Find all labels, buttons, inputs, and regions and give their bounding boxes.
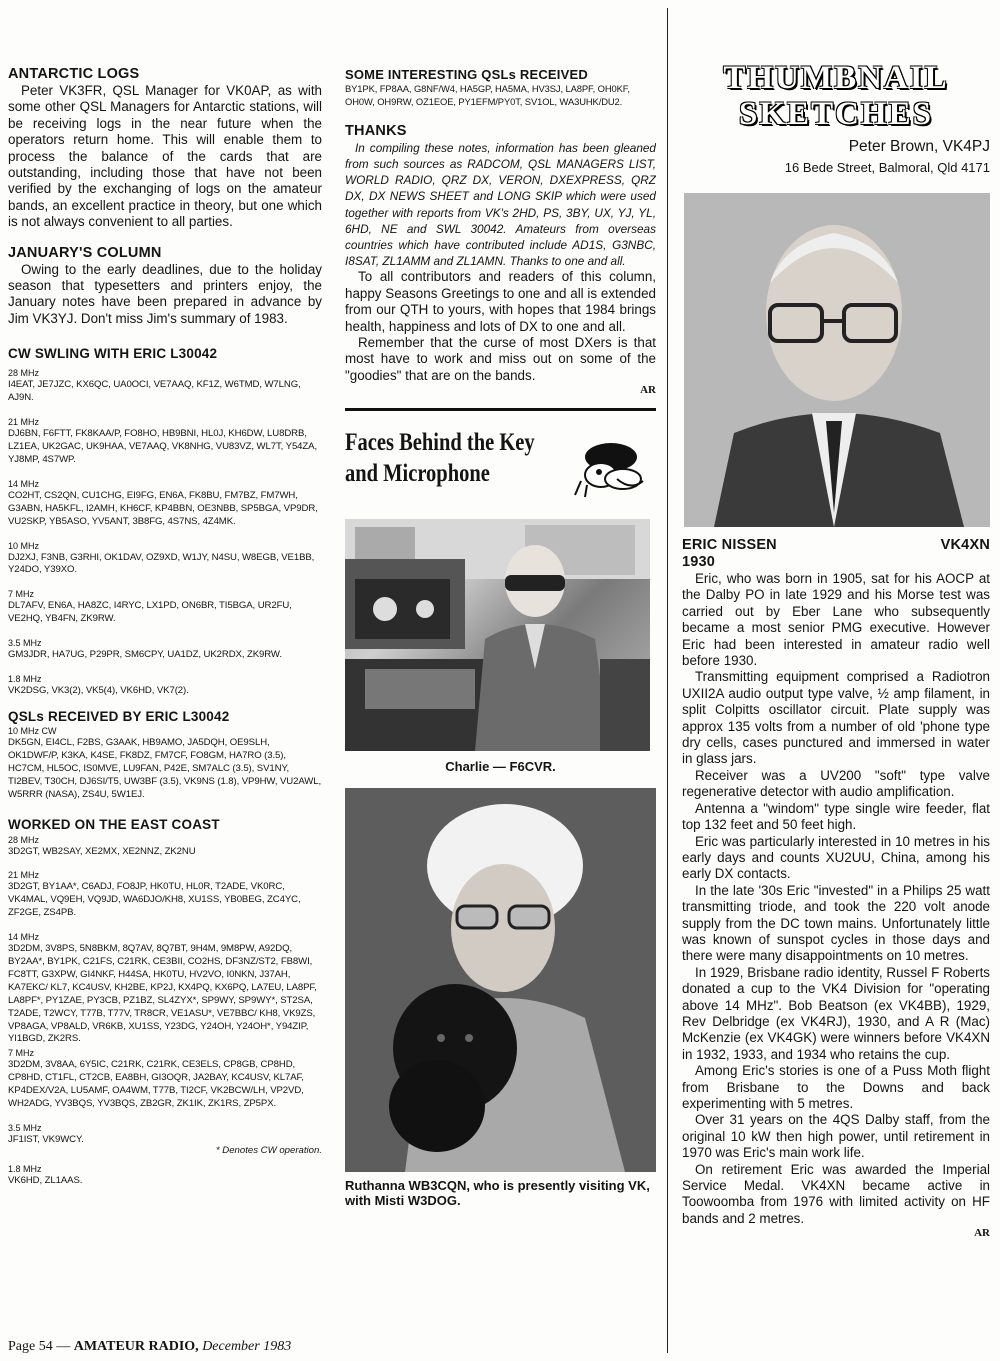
antarctic-logs-text: Peter VK3FR, QSL Manager for VK0AP, as with some other QSL Managers for Antarctic stations, will be receiving logs in the near future when the operators return home. This will enable them to process the balance of the cards that are outstanding, including those that have not been verified by the exchanging of logs on the amateur bands, an excellent practice in theory, but one which is not always convenient to all parties. xyxy=(8,83,322,230)
cw-swling-list xyxy=(8,368,322,698)
footnote: * Denotes CW operation. xyxy=(215,1144,322,1156)
thanks-sources: In compiling these notes, information has been gleaned from such sources as RADCOM, QSL MANAGERS LIST, WORLD RADIO, QRZ DX, VERON, DXEXPRESS, QRZ DX, DX NEWS SHEET and LONG SKIP which were used together with reports from VK's 2HD, PS, 3BY, UX, YJ, YL, 6HD, NE and SWL 30042. Amateurs from overseas countries which have contributed include AD1S, G3NBC, I8SAT, ZL1AMM and ZL1AMN. Thanks to one and all. xyxy=(345,140,656,269)
band-label: 21 MHz xyxy=(8,870,40,881)
column-rule xyxy=(667,8,668,1353)
callsign-list: 3D2DM, 3V8AA, 6Y5IC, C21RK, C21RK, CE3ELS, CP8GB, CP8HD, CP8HD, CT1FL, CT2CB, EA8BH, GI3OQR, JA2BAY, KC4USV, KL7AF, KP4DEX/V2A, LU5AMF, OA4WM, T77B, TI2CF, VK2BCW/LH, VP2VD, WH2ADG, YV3BQS, YV3BQS, ZB2GR, ZK1IK, ZK1RS, ZP5PX. xyxy=(8,1059,304,1110)
sketch-subject-row xyxy=(682,537,990,554)
subject-name: ERIC NISSEN xyxy=(682,537,777,553)
callsign-list: GM3JDR, HA7UG, P29PR, SM6CPY, UA1DZ, UK2RDX, ZK9RW. xyxy=(8,649,282,661)
page-footer xyxy=(8,1339,291,1355)
section-rule xyxy=(345,408,656,411)
faces-title-line1: Faces Behind the Key xyxy=(345,429,535,457)
band-label: 7 MHz xyxy=(8,589,35,600)
sketch-paragraph: Among Eric's stories is one of a Puss Moth flight from Brisbane to the Downs and back experimenting with 5 metres. xyxy=(682,1063,990,1111)
qsls-received-heading: QSLs RECEIVED BY ERIC L30042 xyxy=(8,708,230,724)
sketch-paragraph: In the late '30s Eric "invested" in a Philips 25 watt transmitting triode, and took the 220 volt anode supply from the DC town mains. Unfortunately little was known of sunspot cycles in those days and there were many disappointments on 10 metres. xyxy=(682,882,990,964)
thanks-greetings: To all contributors and readers of this column, happy Seasons Greetings to one and all is extended from our QTH to yours, with hopes that 1984 brings health, happiness and lots of DX to one and all. xyxy=(345,269,656,334)
callsign-list: DL7AFV, EN6A, HA8ZC, I4RYC, LX1PD, ON6BR, TI5BGA, UR2FU, VE2HQ, YB4FN, ZK9RW. xyxy=(8,600,292,625)
sketch-paragraph: On retirement Eric was awarded the Imperial Service Medal. VK4XN became active in Toowoomba from 1976 with limited activity on HF bands and 2 metres. xyxy=(682,1161,990,1226)
woman-with-dog-photo-icon xyxy=(345,788,656,1172)
januarys-column-text: Owing to the early deadlines, due to the holiday season that typesetters and printers enjoy, the January notes have been prepared in advance by Jim VK3YJ. Don't miss Jim's summary of 1983. xyxy=(8,261,322,326)
portrait-photo-icon xyxy=(684,193,990,527)
subject-callsign: VK4XN xyxy=(940,537,990,553)
band-label: 7 MHz xyxy=(8,1048,35,1059)
column-right xyxy=(682,60,990,1335)
band-label: 3.5 MHz xyxy=(8,638,42,649)
thanks-reminder: Remember that the curse of most DXers is that most have to work and miss out on some of the "goodies" that are on the bands. xyxy=(345,335,656,383)
photo-caption-charlie: Charlie — F6CVR. xyxy=(445,759,556,775)
callsign-list: VK6HD, ZL1AAS. xyxy=(8,1174,83,1186)
interesting-qsls-heading: SOME INTERESTING QSLs RECEIVED xyxy=(345,67,588,82)
callsign-list: VK2DSG, VK3(2), VK5(4), VK6HD, VK7(2). xyxy=(8,685,189,697)
callsign-list: DJ6BN, F6FTT, FK8KAA/P, FO8HO, HB9BNI, HL0J, KH6DW, LU8DRB, LZ1EA, UK2GAC, UK9HAA, VE7AAQ, VK8NHG, VU83VZ, WL7T, Y54ZA, YJ8MP, 4S7WP. xyxy=(8,428,318,465)
thanks-heading: THANKS xyxy=(345,122,407,139)
sketch-paragraph: In 1929, Brisbane radio identity, Russel F Roberts donated a cup to the VK4 Division for "operating above 14 MHz". Bob Beatson (ex VK4BB), 1929, Rev Delbridge (ex VK4RJ), 1930, and A R (Mac) McKenzie (ex VK4GK) were winners before VK4XN in 1932, 1933, and 1934 who retains the cup. xyxy=(682,964,990,1062)
band-label: 28 MHz xyxy=(8,368,40,379)
column-left xyxy=(8,66,322,1331)
photo-charlie xyxy=(345,519,650,751)
band-label: 28 MHz xyxy=(8,834,40,845)
faces-title-line2: and Microphone xyxy=(345,460,490,488)
sketch-paragraph: Antenna a "windom" type single wire feeder, flat top 132 feet and 50 feet high. xyxy=(682,800,990,833)
sketch-paragraph: Receiver was a UV200 "soft" type valve regenerative detector with audio amplification. xyxy=(682,767,990,800)
callsign-list: DK5GN, EI4CL, F2BS, G3AAK, HB9AMO, JA5DQH, OE9SLH, OK1DWF/P, K3KA, K4SE, FK8DZ, FM7CF, FO8GM, HA7RO (3.5), HC7CM, HL5OC, IS0MVE, LU9FAN, P42E, SM7ALC (3.5), SV1NY, TI2BEV, T30CH, DJ6SI/T5, UW3BF (3.5), VK9NS (1.8), VP9HW, VU2AWL, W5RRR (NASA), ZS4U, 5W1EJ. xyxy=(8,736,322,800)
issue-date: December 1983 xyxy=(202,1339,292,1354)
thumbnail-title-line2: SKETCHES xyxy=(739,96,933,132)
band-label: 10 MHz xyxy=(8,540,40,551)
callsign-list: I4EAT, JE7JZC, KX6QC, UA0OCI, VE7AAQ, KF1Z, W6TMD, W7LNG, AJ9N. xyxy=(8,379,301,404)
faces-header xyxy=(345,427,656,519)
author-sign: AR xyxy=(974,1227,990,1240)
column-middle xyxy=(345,66,656,1331)
east-coast-list xyxy=(8,835,322,1188)
band-label: 1.8 MHz xyxy=(8,1163,42,1174)
band-label: 14 MHz xyxy=(8,932,40,943)
antarctic-logs-heading: ANTARCTIC LOGS xyxy=(8,66,140,82)
callsign-list: 3D2GT, BY1AA*, C6ADJ, FO8JP, HK0TU, HL0R, T2ADE, VK0RC, VK4MAL, VQ9EH, VQ9JD, WA6DJO/KH8, XU1SS, YB0BEG, ZC4YC, ZF2GE, ZS4PB. xyxy=(8,881,301,919)
cartoon-mascot-icon xyxy=(573,435,649,501)
author-address: 16 Bede Street, Balmoral, Qld 4171 xyxy=(784,160,990,175)
photo-ruthanna xyxy=(345,788,656,1172)
band-label: 14 MHz xyxy=(8,478,40,489)
callsign-list: DJ2XJ, F3NB, G3RHI, OK1DAV, OZ9XD, W1JY, N4SU, W8EGB, VE1BB, Y24DO, Y39XO. xyxy=(8,551,315,576)
band-label: 21 MHz xyxy=(8,417,40,428)
sketch-paragraph: Transmitting equipment comprised a Radiotron UXII2A audio output type valve, ½ amp filament, in split Colpitts oscillator circuit. Plate supply was approx 135 volts from a number of old 'phone type dry cells, cases punctured and immersed in water in glass jars. xyxy=(682,669,990,767)
sketch-paragraph: Eric was particularly interested in 10 metres in his early days and counts XU2UU, China, among his early DX contacts. xyxy=(682,833,990,882)
band-label: 3.5 MHz xyxy=(8,1123,42,1133)
callsign-list: BY1PK, FP8AA, G8NF/W4, HA5GP, HA5MA, HV3SJ, LA8PF, OH0KF, OH0W, OH9RW, OZ1EOE, PY1EFM/PY0T, SV1OL, WA3UHK/DU2. xyxy=(345,83,630,107)
page-number: Page 54 — xyxy=(8,1339,71,1354)
callsign-list: JF1IST, VK9WCY. xyxy=(8,1134,84,1145)
column-author: Peter Brown, VK4PJ xyxy=(848,138,990,155)
band-label: 10 MHz CW xyxy=(8,725,57,736)
east-coast-heading: WORKED ON THE EAST COAST xyxy=(8,816,220,832)
band-label: 1.8 MHz xyxy=(8,674,42,685)
cw-swling-heading: CW SWLING WITH ERIC L30042 xyxy=(8,346,218,362)
radio-operator-photo-icon xyxy=(345,519,650,751)
subject-year: 1930 xyxy=(682,554,716,570)
callsign-list: 3D2GT, WB2SAY, XE2MX, XE2NNZ, ZK2NU xyxy=(8,845,196,857)
januarys-column-heading: JANUARY'S COLUMN xyxy=(8,244,162,261)
callsign-list: 3D2DM, 3V8PS, 5N8BKM, 8Q7AV, 8Q7BT, 9H4M, 9M8PW, A92DQ, BY2AA*, BY1PK, C21FS, C21RK, CE3BII, CO2HS, DF3NZ/ST2, FB8WI, FC8TT, G3XPW, GI4NKF, H44SA, HK0TU, HV2VO, I0NKN, J37AH, KA7EKC/ KL7, KC4USV, KH2BE, KP2J, KX4PQ, KX6PQ, LA7EU, LA8PF, LA8PF*, PY1ZAE, PY3CB, PZ1BZ, SL4ZYX*, SP9WY, SP9WY*, ST2SA, T2ADE, T2WCY, T77B, T77V, TR8CR, VE1ASU*, VE7BBC/ KH8, VK9ZS, VP8AGA, VP8ALD, VR6KB, XU1SS, Y23DG, Y24OH, Y24OH*, Y94ZIP, YI1BGD, ZK2RS. xyxy=(8,943,317,1045)
sketch-body xyxy=(682,571,990,1227)
photo-caption-ruthanna: Ruthanna WB3CQN, who is presently visiting VK, with Misti W3DOG. xyxy=(345,1178,650,1209)
callsign-list: CO2HT, CS2QN, CU1CHG, EI9FG, EN6A, FK8BU, FM7BZ, FM7WH, G3ABN, HA5KFL, I2AMH, KH6CF, KP4BBN, OE3NBB, SP5BGA, VP9DR, VU2SKP, YB5ASO, YV5ANT, 3B8FG, 4S7NS, 4Z4MK. xyxy=(8,489,318,527)
thumbnail-title-line1: THUMBNAIL xyxy=(723,60,949,96)
author-sign: AR xyxy=(640,384,656,397)
sketch-paragraph: Eric, who was born in 1905, sat for his AOCP at the Dalby PO in late 1929 and his Morse test was carried out by Eber Lane who subsequently became a most senior PMG executive. However Eric had been interested in amateur radio well before 1930. xyxy=(682,571,990,669)
magazine-name: AMATEUR RADIO, xyxy=(73,1339,199,1354)
sketch-paragraph: Over 31 years on the 4QS Dalby staff, from the original 10 kW then high power, until retirement in 1970 was Eric's main work life. xyxy=(682,1112,990,1161)
photo-eric-nissen xyxy=(684,193,990,527)
